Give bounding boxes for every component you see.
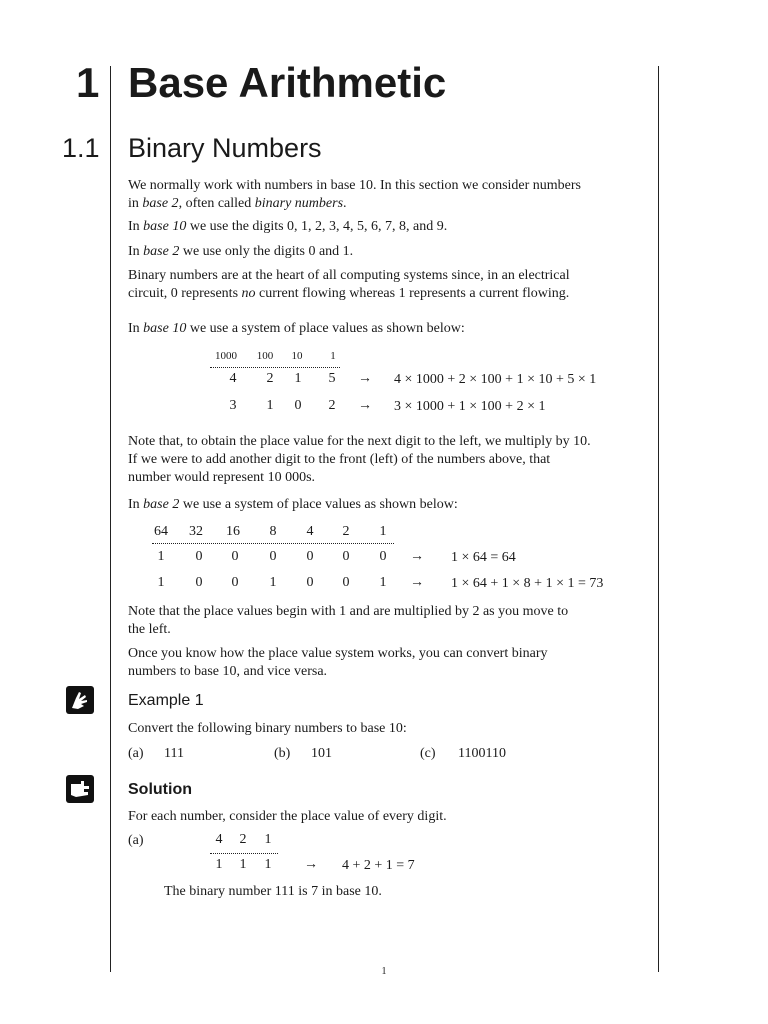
table-cell: 3 (229, 398, 237, 413)
text: . (343, 196, 347, 211)
expansion: 4 × 1000 + 2 × 100 + 1 × 10 + 5 × 1 (394, 372, 597, 387)
table-divider (152, 543, 394, 544)
example-item-value: 111 (164, 746, 184, 761)
table-cell: 2 (266, 371, 274, 386)
example-heading: Example 1 (128, 692, 204, 709)
table-header: 8 (269, 524, 277, 539)
text: we use only the digits 0 and 1. (179, 244, 354, 259)
section-title: Binary Numbers (128, 133, 322, 163)
arrow: → (304, 857, 318, 872)
solution-part-label: (a) (128, 833, 144, 848)
solution-digit: 1 (215, 857, 223, 872)
text: current flowing whereas 1 represents a current flowing. (255, 286, 570, 301)
example-item-value: 101 (311, 746, 332, 761)
emphasis: base 2 (142, 196, 179, 211)
text: we use a system of place values as shown below: (186, 321, 465, 336)
emphasis: no (241, 286, 256, 301)
paragraph-base10-digits (128, 218, 648, 236)
text: in (128, 196, 143, 211)
left-margin-rule (110, 66, 111, 972)
table-cell: 2 (328, 398, 336, 413)
expansion: 3 × 1000 + 1 × 100 + 2 × 1 (394, 399, 546, 414)
hand-solution-icon (66, 775, 94, 803)
pointing-hand-icon (66, 686, 94, 714)
expansion: 1 × 64 + 1 × 8 + 1 × 1 = 73 (451, 576, 604, 591)
table-header: 64 (154, 524, 168, 539)
text: In (128, 219, 144, 234)
table-header: 10 (291, 350, 303, 362)
paragraph-line: If we were to add another digit to the front (left) of the numbers above, that (128, 452, 551, 467)
table-cell: 1 (294, 371, 302, 386)
table-cell: 0 (231, 575, 239, 590)
paragraph-line: numbers to base 10, and vice versa. (128, 664, 328, 679)
table-header: 4 (306, 524, 314, 539)
arrow: → (358, 371, 372, 386)
example-item-label: (b) (274, 746, 291, 761)
arrow: → (410, 549, 424, 564)
table-cell: 0 (306, 549, 314, 564)
table-cell: 1 (379, 575, 387, 590)
paragraph-note-base10 (128, 433, 648, 487)
pointing-hand-icon (66, 686, 94, 714)
emphasis: base 10 (143, 219, 187, 234)
text: we use a system of place values as shown below: (179, 497, 458, 512)
table-header: 1000 (215, 350, 237, 362)
emphasis: base 2 (143, 244, 180, 259)
table-header: 2 (342, 524, 350, 539)
paragraph-line: Once you know how the place value system works, you can convert binary (128, 646, 548, 661)
solution-digit: 1 (239, 857, 247, 872)
chapter-title: Base Arithmetic (128, 59, 447, 106)
table-cell: 1 (157, 549, 165, 564)
solution-header: 2 (239, 832, 247, 847)
arrow: → (358, 398, 372, 413)
emphasis: binary numbers (254, 196, 344, 211)
table-cell: 5 (328, 371, 336, 386)
example-prompt: Convert the following binary numbers to base 10: (128, 721, 407, 736)
example-item-value: 1100110 (458, 746, 506, 761)
emphasis: base 10 (143, 321, 187, 336)
paragraph-computing (128, 267, 648, 303)
table-header: 100 (256, 350, 274, 362)
page-number: 1 (381, 966, 387, 977)
table-cell: 0 (306, 575, 314, 590)
table-cell: 1 (269, 575, 277, 590)
solution-intro: For each number, consider the place value of every digit. (128, 809, 447, 824)
right-margin-rule (658, 66, 659, 972)
paragraph-note-base2 (128, 603, 648, 639)
table-cell: 1 (266, 398, 274, 413)
expansion: 1 × 64 = 64 (451, 550, 516, 565)
table-cell: 0 (342, 575, 350, 590)
paragraph-base2-digits (128, 243, 648, 261)
table-header: 32 (189, 524, 203, 539)
paragraph-line: the left. (128, 622, 171, 637)
table-header: 1 (379, 524, 387, 539)
table-cell: 0 (231, 549, 239, 564)
table-cell: 0 (342, 549, 350, 564)
text: we use the digits 0, 1, 2, 3, 4, 5, 6, 7, 8, and 9. (186, 219, 448, 234)
paragraph-line: Note that, to obtain the place value for the next digit to the left, we multiply by 10. (128, 434, 591, 449)
hand-solution-icon (66, 775, 94, 803)
paragraph-line (128, 195, 648, 213)
example-item-label: (a) (128, 746, 144, 761)
table-cell: 0 (269, 549, 277, 564)
text: In (128, 497, 144, 512)
table-cell: 0 (294, 398, 302, 413)
solution-header: 1 (264, 832, 272, 847)
paragraph-intro (128, 177, 648, 213)
section-number: 1.1 (62, 133, 100, 163)
table-header: 1 (330, 350, 336, 362)
solution-divider (210, 853, 278, 854)
table-cell: 1 (157, 575, 165, 590)
text: In (128, 244, 144, 259)
table-cell: 0 (195, 549, 203, 564)
emphasis: base 2 (143, 497, 180, 512)
paragraph-line: Binary numbers are at the heart of all computing systems since, in an electrical (128, 268, 570, 283)
paragraph-line: We normally work with numbers in base 10. In this section we consider numbers (128, 178, 582, 193)
solution-digit: 1 (264, 857, 272, 872)
table-cell: 4 (229, 371, 237, 386)
paragraph-line: number would represent 10 000s. (128, 470, 316, 485)
table-divider (210, 367, 340, 368)
paragraph-line (128, 285, 648, 303)
table-header: 16 (226, 524, 240, 539)
text: In (128, 321, 144, 336)
paragraph-base10-place (128, 320, 648, 338)
paragraph-conversion (128, 645, 648, 681)
table-cell: 0 (379, 549, 387, 564)
solution-result: 4 + 2 + 1 = 7 (342, 858, 415, 873)
solution-conclusion: The binary number 111 is 7 in base 10. (164, 884, 382, 899)
example-item-label: (c) (420, 746, 436, 761)
table-cell: 0 (195, 575, 203, 590)
paragraph-line: Note that the place values begin with 1 and are multiplied by 2 as you move to (128, 604, 569, 619)
chapter-number: 1 (76, 59, 100, 106)
paragraph-base2-place (128, 496, 648, 514)
solution-heading: Solution (128, 781, 192, 798)
text: , often called (178, 196, 255, 211)
arrow: → (410, 575, 424, 590)
text: circuit, 0 represents (128, 286, 242, 301)
solution-header: 4 (215, 832, 223, 847)
